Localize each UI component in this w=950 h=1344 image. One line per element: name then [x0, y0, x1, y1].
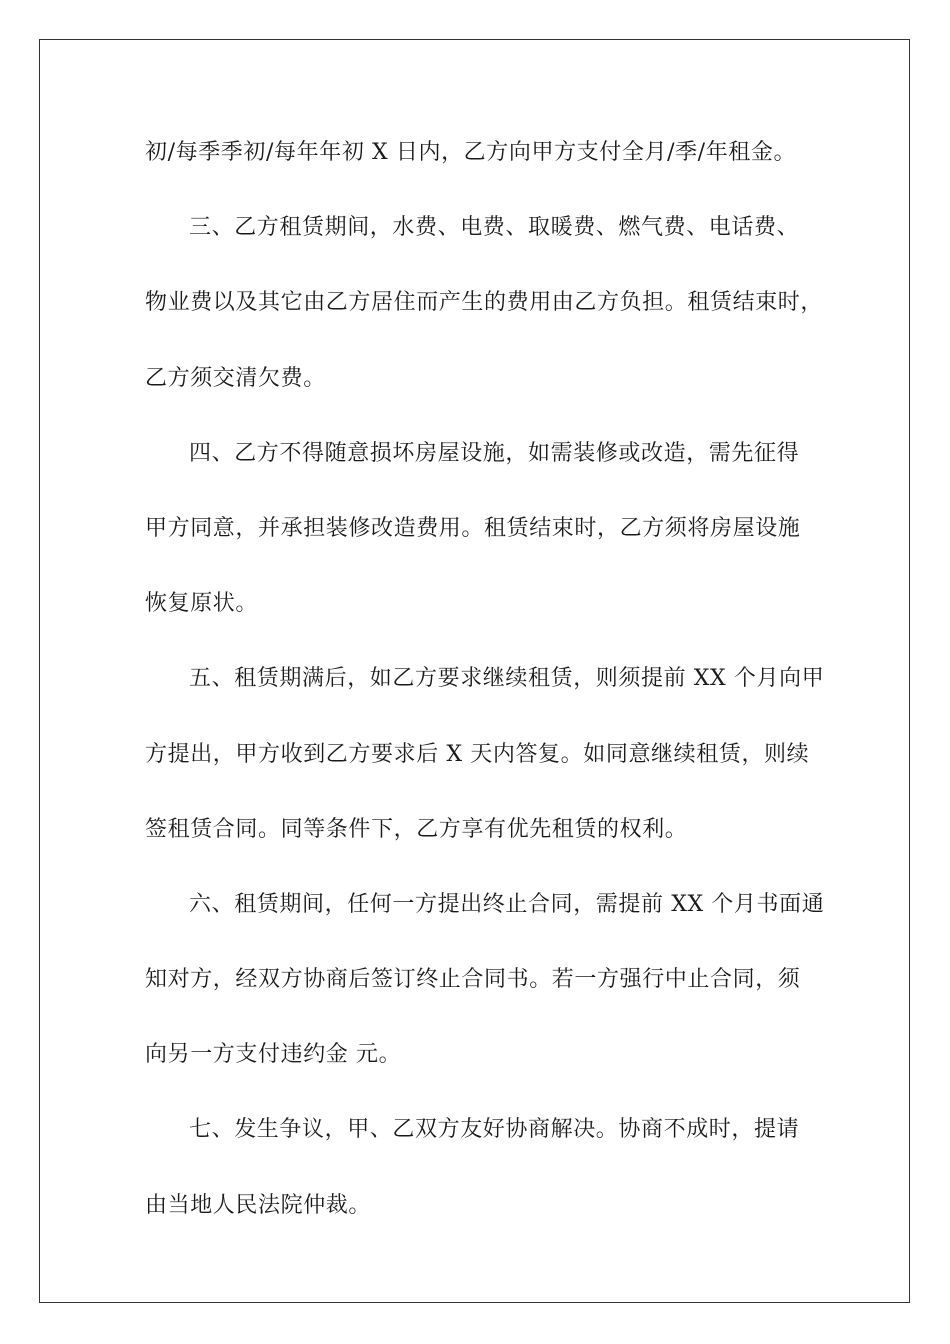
- clause-5-line: 五、租赁期满后，如乙方要求继续租赁，则须提前 XX 个月向甲: [189, 666, 825, 692]
- clause-3-line: 三、乙方租赁期间，水费、电费、取暖费、燃气费、电话费、: [189, 215, 800, 241]
- clause-7-line: 七、发生争议，甲、乙双方友好协商解决。协商不成时，提请: [189, 1117, 800, 1143]
- text-line: 知对方，经双方协商后签订终止合同书。若一方强行中止合同，须: [145, 967, 801, 993]
- text-line: 方提出，甲方收到乙方要求后 X 天内答复。如同意继续租赁，则续: [145, 741, 810, 767]
- text-line: 向另一方支付违约金 元。: [145, 1042, 402, 1068]
- clause-4-line: 四、乙方不得随意损坏房屋设施，如需装修或改造，需先征得: [189, 440, 800, 466]
- clause-6-line: 六、租赁期间，任何一方提出终止合同，需提前 XX 个月书面通: [189, 891, 825, 917]
- document-body: [145, 122, 825, 1250]
- text-line: 乙方须交清欠费。: [145, 365, 326, 391]
- text-line: 恢复原状。: [145, 591, 259, 617]
- text-line: 初/每季季初/每年年初 X 日内，乙方向甲方支付全月/季/年租金。: [145, 140, 797, 165]
- text-line: 甲方同意，并承担装修改造费用。租赁结束时，乙方须将房屋设施: [145, 515, 801, 541]
- text-line: 签租赁合同。同等条件下，乙方享有优先租赁的权利。: [145, 816, 688, 842]
- text-line: 物业费以及其它由乙方居住而产生的费用由乙方负担。租赁结束时，: [145, 290, 824, 316]
- text-line: 由当地人民法院仲裁。: [145, 1192, 372, 1218]
